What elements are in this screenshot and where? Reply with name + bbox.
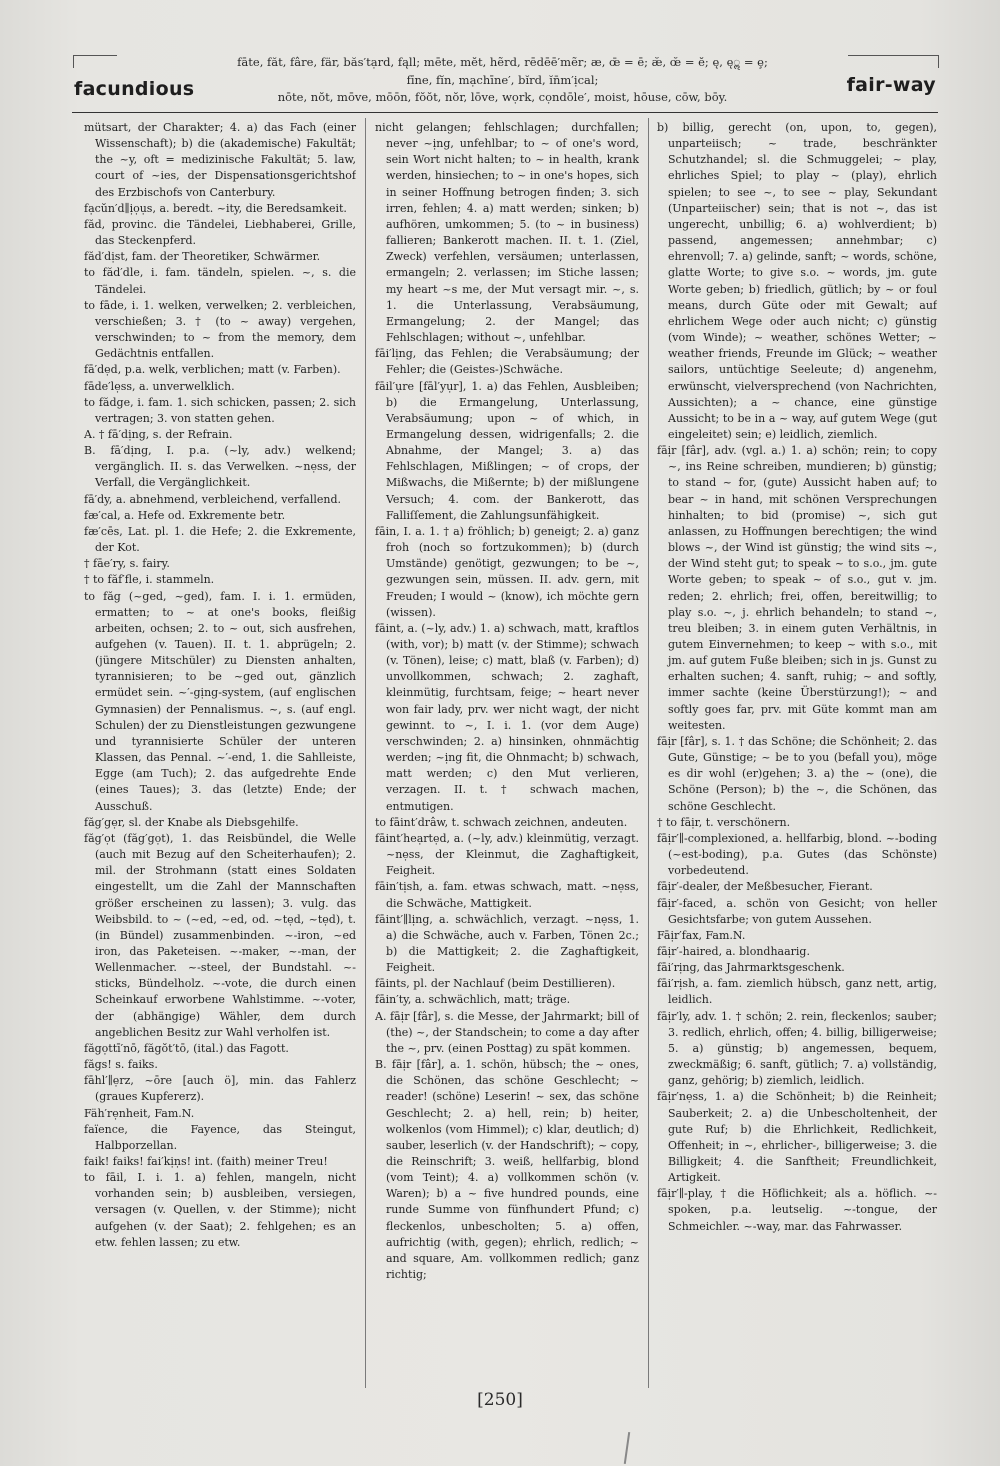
dictionary-entry: fāint′heạrtẹd, a. (~ly, adv.) kleinmütig, verzagt. ~nẹss, der Kleinmut, die Zaghaftigkeit, Feigheit.	[375, 831, 639, 878]
dictionary-entry: fāịr [fâr], adv. (vgl. a.) 1. a) schön; rein; to copy ~, ins Reine schreiben, mundieren; b) günstig; to stand ~ for, (gute) Aussicht haben auf; to bear ~ in hand, mit schönen Versprechungen hinhalten; to bid (promise) ~, sich gut anlassen, zu Hoffnungen berechtigen; the wind blows ~, der Wind ist günstig; the wind sits ~, der Wind steht gut; to speak ~ to s.o., jm. gute Worte geben; to speak ~ of s.o., gut v. jm. reden; 2. ehrlich; frei, offen, bereitwillig; to play s.o. ~, j. ehrlich behandeln; to stand ~, treu bleiben; 3. in einem guten Verhältnis, in gutem Einvernehmen; to keep ~ with s.o., mit jm. auf gutem Fuße bleiben; sich in js. Gunst zu erhalten suchen; 4. sanft, ruhig; ~ and softly, immer sachte (keine Überstürzung!); ~ and softly goes far, prv. mit Güte kommt man am weitesten.	[657, 444, 937, 732]
dictionary-entry: făgọttī′nō, făgŏt′tō, (ital.) das Fagott.	[84, 1041, 289, 1055]
dictionary-entry: fāịr′∥-complexioned, a. hellfarbig, blond. ~-boding (~est-boding), p.a. Gutes (das Schönste) vorbedeutend.	[657, 831, 937, 878]
dictionary-entry: fạcŭn′d∥ịọụs, a. beredt. ~ity, die Beredsamkeit.	[84, 201, 347, 215]
column-divider	[365, 118, 366, 1388]
left-guide-word: facundious	[74, 78, 195, 100]
dictionary-entry: to făd′dle, i. fam. tändeln, spielen. ~, s. die Tändelei.	[84, 266, 356, 296]
dictionary-entry: Fäh′rẹnheit, Fam.N.	[84, 1106, 195, 1120]
dictionary-entry: to fădge, i. fam. 1. sich schicken, passen; 2. sich vertragen; 3. von statten gehen.	[84, 395, 356, 425]
dictionary-entry: B. fāịr [fâr], a. 1. schön, hübsch; the ~ ones, die Schönen, das schöne Geschlecht; ~ reader! (schöne) Leserin! ~ sex, das schöne Geschlecht; 2. a) hell, rein; b) heiter, wolkenlos (vom Himmel); c) klar, deutlich; d) sauber, leserlich (v. der Handschrift); ~ copy, die Reinschrift; 3. weiß, hellfarbig, blond (vom Teint); 4. a) vollkommen schön (v. Waren); b) a ~ five hundred pounds, eine runde Summe von fünfhundert Pfund; c) fleckenlos, unbescholten; 5. a) offen, aufrichtig (with, gegen); ehrlich, redlich; ~ and square, Am. vollkommen redlich; ganz richtig;	[375, 1058, 639, 1282]
pronunciation-key-line: fīne, fĭn, mạchīne′, bĭrd, ĭn̄m′ịcal;	[406, 72, 599, 87]
dictionary-entry: B. fā′dịng, I. p.a. (~ly, adv.) welkend; vergänglich. II. s. das Verwelken. ~nẹss, der Verfall, die Vergänglichkeit.	[84, 444, 356, 490]
right-guide-bracket	[848, 55, 939, 68]
dictionary-entry: fāi′rịsh, a. fam. ziemlich hübsch, ganz nett, artig, leidlich.	[657, 977, 937, 1007]
pencil-mark	[624, 1432, 630, 1464]
dictionary-entry: făd, provinc. die Tändelei, Liebhaberei, Grille, das Steckenpferd.	[84, 217, 356, 248]
dictionary-entry: mütsart, der Charakter; 4. a) das Fach (einer Wissenschaft); b) die (akademische) Fakultät; the ~y, oft = medizinische Fakultät; 5. law, court of ~ies, der Dispensationsgerichtshof des Erzbischofs von Canterbury.	[84, 121, 356, 199]
dictionary-entry: to fāil, I. i. 1. a) fehlen, mangeln, nicht vorhanden sein; b) ausbleiben, versiegen, versagen (v. Quellen, v. der Stimme); nicht aufgehen (v. der Saat); 2. fehlgehen; es an etw. fehlen lassen; zu etw.	[84, 1171, 356, 1249]
dictionary-entry: fāde′lẹss, a. unverwelklich.	[84, 379, 235, 393]
dictionary-entry: A. fāịr [fâr], s. die Messe, der Jahrmarkt; bill of (the) ~, der Standschein; to come a day after the ~, prv. (einen Posttag) zu spät kommen.	[375, 1009, 639, 1055]
dictionary-entry: fāil′ụre [fāl′yụr], 1. a) das Fehlen, Ausbleiben; b) die Ermangelung, Unterlassung, Verabsäumung; upon ~ of which, in Ermangelung dessen, widrigenfalls; 2. die Abnahme, der Mangel; 3. a) das Fehlschlagen, Mißlingen; ~ of crops, der Mißwachs, die Mißernte; b) der mißlungene Versuch; 4. com. der Bankerott, das Falliſſement, die Zahlungsunfähigkeit.	[375, 379, 639, 522]
dictionary-entry: fāin′tịsh, a. fam. etwas schwach, matt. ~nẹss, die Schwäche, Mattigkeit.	[375, 880, 639, 910]
right-guide-word: fair-way	[846, 74, 936, 96]
dictionary-entry: to fāint′drâw, t. schwach zeichnen, andeuten.	[375, 815, 628, 829]
dictionary-entry: fāin, I. a. 1. † a) fröhlich; b) geneigt; 2. a) ganz froh (noch so fortzukommen); b) (durch Umstände) genötigt, gezwungen; to be ~, gezwungen sein, müssen. II. adv. gern, mit Freuden; I would ~ (know), ich möchte gern (wissen).	[375, 524, 639, 619]
dictionary-entry: Fāịr′fax, Fam.N.	[657, 928, 746, 942]
dictionary-entry: faik! faiks! fai′kịṇs! int. (faith) meiner Treu!	[84, 1155, 328, 1168]
left-guide-bracket	[73, 55, 117, 68]
dictionary-entry: A. † fā′dịng, s. der Refrain.	[84, 427, 233, 441]
dictionary-entry: † to făf′fle, i. stammeln.	[84, 573, 215, 587]
dictionary-entry: fāịr′ly, adv. 1. † schön; 2. rein, fleckenlos; sauber; 3. redlich, ehrlich, offen; 4. billig, billigerweise; 5. a) günstig; b) angemessen, bequem, zweckmäßig; 6. sanft, gütlich; 7. a) vollständig, ganz, gehörig; b) ziemlich, leidlich.	[657, 1009, 937, 1088]
dictionary-entry: fāint, a. (~ly, adv.) 1. a) schwach, matt, kraftlos (with, vor); b) matt (v. der Stimme); schwach (v. Tönen), leise; c) matt, blaß (v. Farben); d) unvollkommen, schwach; 2. zaghaft, kleinmütig, furchtsam, feige; ~ heart never won fair lady, prv. wer nicht wagt, der nicht gewinnt. to ~, I. i. 1. (vor dem Auge) verschwinden; 2. a) hinsinken, ohnmächtig werden; ~ịng fit, die Ohnmacht; b) schwach, matt werden; c) den Mut verlieren, verzagen. II. t. † schwach machen, entmutigen.	[375, 621, 639, 813]
dictionary-entry: făg′ọt (făg′gọt), 1. das Reisbündel, die Welle (auch mit Bezug auf den Scheiterhaufen); 2. mil. der Strohmann (statt eines Soldaten eingestellt, um die Zahl der Mannschaften größer erscheinen zu lassen); 3. vulg. das Weibsbild. to ~ (~ed, ~ed, od. ~tẹd, ~tẹd), t. (in Bündel) zusammenbinden. ~-iron, ~ed iron, das Paketeisen. ~-maker, ~-man, der Wellenmacher. ~-steel, der Bundstahl. ~-sticks, Bündelholz. ~-vote, die durch einen Scheinkauf erworbene Wahlstimme. ~-voter, der (abhängige) Wähler, dem durch angeblichen Besitz zur Wahl verholfen ist.	[84, 831, 356, 1039]
dictionary-entry: fāin′ty, a. schwächlich, matt; träge.	[375, 993, 571, 1007]
dictionary-entry: fāịr′-haired, a. blondhaarig.	[657, 944, 810, 958]
pronunciation-key	[225, 54, 780, 107]
dictionary-entry: fāịr′-dealer, der Meßbesucher, Fierant.	[657, 880, 873, 894]
dictionary-entry: fāịr′-faced, a. schön von Gesicht; von heller Gesichtsfarbe; von gutem Aussehen.	[657, 896, 937, 926]
column-3	[657, 120, 937, 1385]
dictionary-entry: fāi′lịng, das Fehlen; die Verabsäumung; der Fehler; die (Geistes-)Schwäche.	[375, 347, 639, 377]
dictionary-entry: fāint′∥lịng, a. schwächlich, verzagt. ~nẹss, 1. a) die Schwäche, auch v. Farben, Tönen 2c.; b) die Mattigkeit; 2. die Zaghaftigkeit, Feigheit.	[375, 912, 639, 975]
dictionary-entry: to făg (~ged, ~ged), fam. I. i. 1. ermüden, ermatten; to ~ at one's books, fleißig arbeiten, ochsen; 2. to ~ out, sich ausfrehen, aufgehen (v. Tauen). II. t. 1. abprügeln; 2. (jüngere Mitschüler) zu Diensten anhalten, tyrannisieren; to be ~ged out, gänzlich ermüdet sein. ~′-gịng-system, (auf englischen Gymnasien) der Pennalismus. ~, s. (auf engl. Schulen) der zu Dienstleistungen gezwungene und tyrannisierte Schüler der unteren Klassen, das Pennal. ~′-end, 1. die Sahlleiste, Egge (am Tuch); 2. das aufgedrehte Ende (eines Taues); 3. das (letzte) Ende; der Ausschuß.	[84, 589, 356, 813]
dictionary-entry: † to fāịr, t. verschönern.	[657, 815, 791, 829]
dictionary-entry: b) billig, gerecht (on, upon, to, gegen), unparteiisch; ~ trade, beschränkter Schutzhandel; sl. die Schmuggelei; ~ play, ehrliches Spiel; to play ~ (play), ehrlich spielen; to see ~, to see ~ play, Sekundant (Unparteiischer) sein; that is not ~, das ist ungerecht, unbillig; 6. a) wohlverdient; b) passend, angemessen; annehmbar; c) ehrenvoll; 7. a) gelinde, sanft; ~ words, schöne, glatte Worte; to give s.o. ~ words, jm. gute Worte geben; b) friedlich, gütlich; by ~ or foul means, durch Güte oder mit Gewalt; auf ehrlichem Wege oder auch nicht; c) günstig (vom Winde); ~ weather, schönes Wetter; ~ weather friends, Freunde im Glück; ~ weather sailors, untüchtige Seeleute; d) angenehm, erwünscht, vielversprechend (von Nachrichten, Aussichten); a ~ chance, eine günstige Aussicht; to be in a ~ way, auf gutem Wege (gut eingeleitet) sein; e) leidlich, ziemlich.	[657, 121, 937, 441]
dictionary-entry: fāints, pl. der Nachlauf (beim Destillieren).	[375, 977, 616, 991]
column-2	[375, 120, 639, 1385]
column-divider	[648, 118, 649, 1388]
dictionary-entry: fāi′rịng, das Jahrmarktsgeschenk.	[657, 961, 845, 975]
dictionary-entry: fā′dy, a. abnehmend, verbleichend, verfallend.	[84, 492, 342, 506]
header-rule	[72, 112, 938, 113]
dictionary-entry: fāịr [fâr], s. 1. † das Schöne; die Schönheit; 2. das Gute, Günstige; ~ be to you (befall you), möge es dir wohl (er)gehen; 3. a) the ~ (one), die Schöne (Person); b) the ~, die Schönen, das schöne Geschlecht.	[657, 734, 937, 813]
dictionary-entry: faïence, die Fayence, das Steingut, Halbporzellan.	[84, 1122, 356, 1152]
page-number: [250]	[477, 1390, 523, 1410]
dictionary-entry: nicht gelangen; fehlschlagen; durchfallen; never ~ịng, unfehlbar; to ~ of one's word, sein Wort nicht halten; to ~ in health, krank werden, hinsiechen; to ~ in one's hopes, sich in seiner Hoffnung betrogen finden; 3. sich irren, fehlen; 4. a) matt werden; sinken; b) aufhören, umkommen; 5. (to ~ in business) fallieren; Bankerott machen. II. t. 1. (Ziel, Zweck) verfehlen, versäumen; unterlassen, ermangeln; 2. verlassen; im Stiche lassen; my heart ~s me, der Mut versagt mir. ~, s. 1. die Unterlassung, Verabsäumung, Ermangelung; 2. der Mangel; das Fehlschlagen; without ~, unfehlbar.	[375, 121, 639, 345]
dictionary-entry: to fāde, i. 1. welken, verwelken; 2. verbleichen, verschießen; 3. † (to ~ away) vergehen, verschwinden; to ~ from the memory, dem Gedächtnis entfallen.	[84, 298, 356, 361]
dictionary-entry: fā′dẹd, p.a. welk, verblichen; matt (v. Farben).	[84, 363, 341, 377]
dictionary-entry: † fāe′ry, s. fairy.	[84, 557, 170, 571]
pronunciation-key-line: nōte, nŏt, mōve, mōōn, fŏŏt, nŏr, lōve, wọrk, cọndōle′, moist, hōuse, cōw, bōy.	[277, 90, 728, 104]
dictionary-entry: fāhl′∥ẹrz, ~ōre [auch ö], min. das Fahlerz (graues Kupfererz).	[84, 1074, 356, 1104]
dictionary-entry: făd′dịst, fam. der Theoretiker, Schwärmer.	[84, 250, 321, 264]
dictionary-entry: făgs! s. faiks.	[84, 1058, 158, 1072]
dictionary-entry: făg′gẹr, sl. der Knabe als Diebsgehilfe.	[84, 815, 299, 829]
dictionary-entry: fæ′cal, a. Hefe od. Exkremente betr.	[84, 508, 286, 522]
dictionary-entry: fāịr′∥-play, † die Höflichkeit; als a. höflich. ~-spoken, p.a. leutselig. ~-tongue, der Schmeichler. ~-way, mar. das Fahrwasser.	[657, 1187, 937, 1233]
dictionary-entry: fāịr′nẹss, 1. a) die Schönheit; b) die Reinheit; Sauberkeit; 2. a) die Unbescholtenheit, der gute Ruf; b) die Ehrlichkeit, Redlichkeit, Offenheit; in ~, ehrlicher-, billigerweise; 3. die Billigkeit; 4. die Sanftheit; Freundlichkeit, Artigkeit.	[657, 1090, 937, 1185]
dictionary-entry: fæ′cēs, Lat. pl. 1. die Hefe; 2. die Exkremente, der Kot.	[84, 524, 356, 555]
column-1	[84, 120, 356, 1385]
pronunciation-key-line: fāte, făt, fâre, fär, băs′tạrd, fąll; mēte, mĕt, hẽrd, rēdēē′mẽr; æ, œ̄ = ē; æ̆, œ̆ = ĕ; ę, ęॢ = ȩ;	[237, 55, 768, 69]
